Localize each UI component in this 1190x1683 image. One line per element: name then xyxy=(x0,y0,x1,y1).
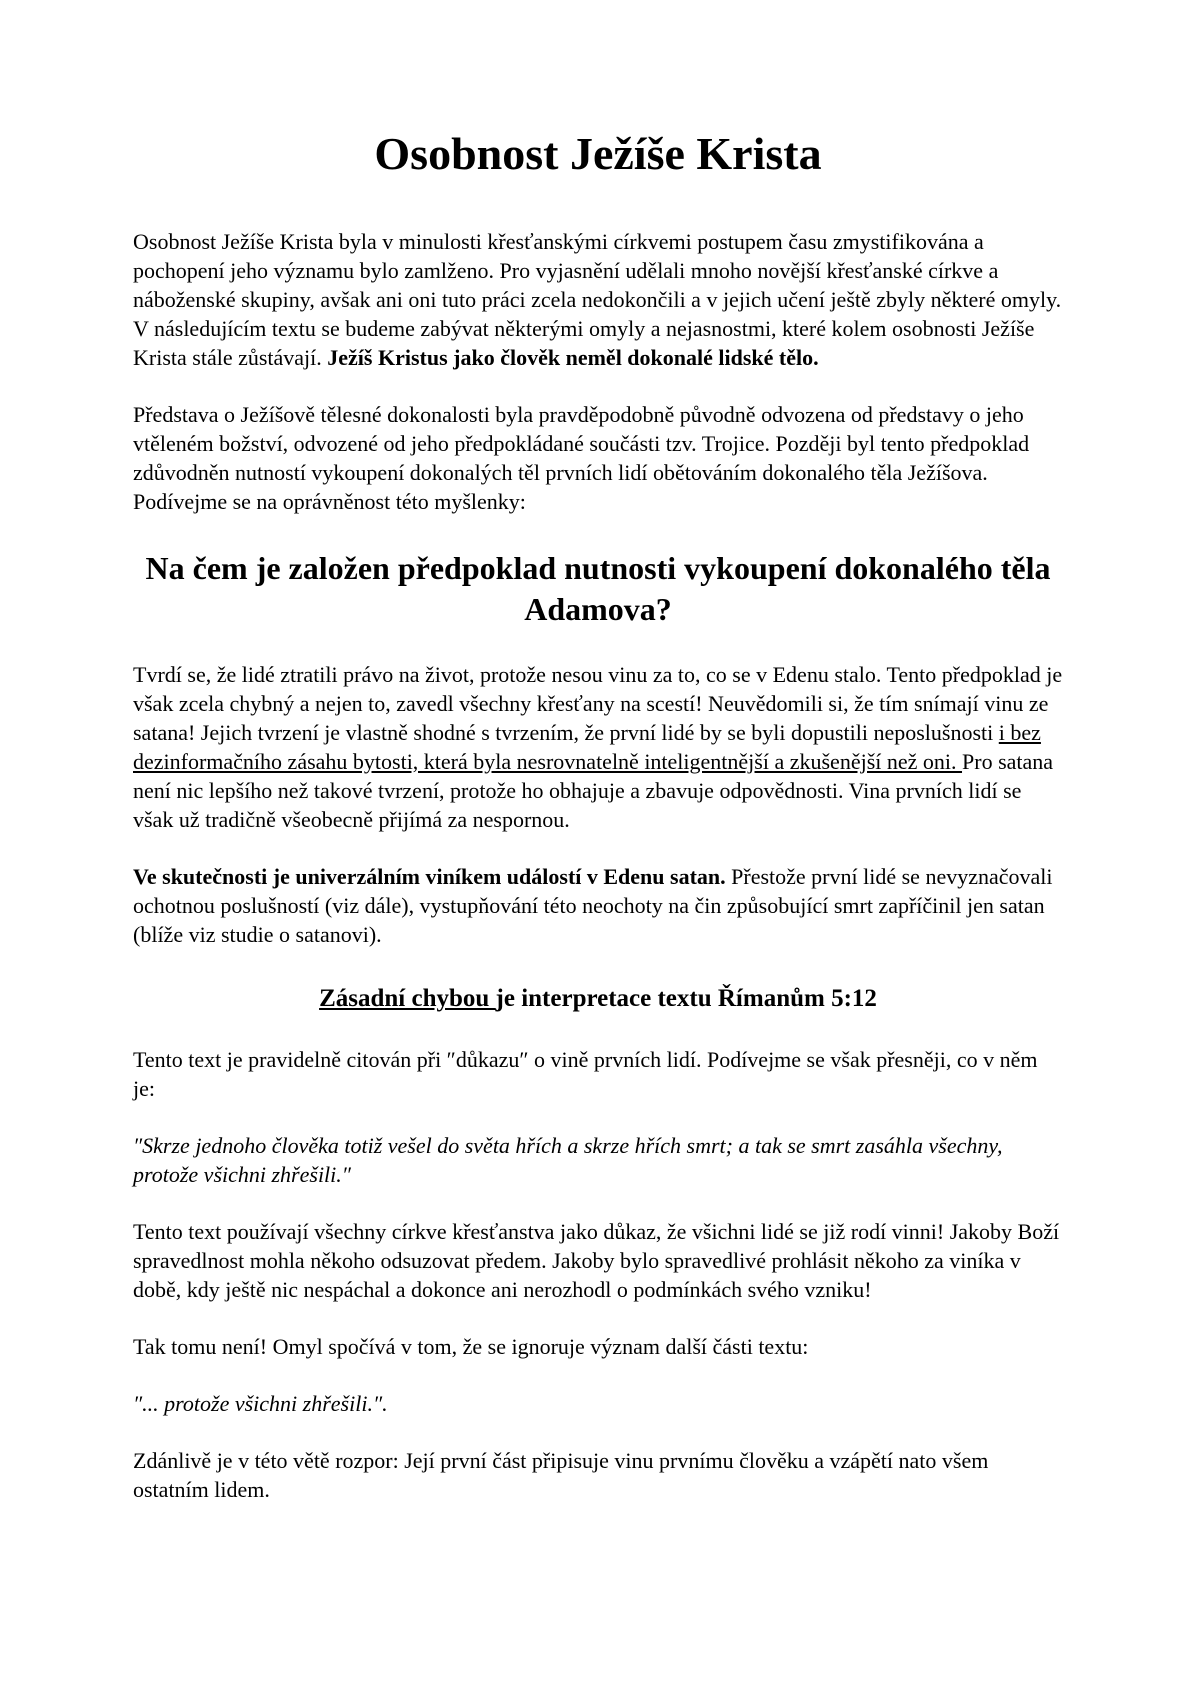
text-run: i bez dezinformačního zásahu bytosti, která byla nesrovnatelně inteligentnější a zkušenější než oni. xyxy=(133,719,1041,774)
quote-paragraph xyxy=(133,1389,1063,1418)
text-run: Tvrdí se, že lidé ztratili právo na život, protože nesou vinu za to, co se v Edenu stalo. Tento předpoklad je však zcela chybný a nejen to, zavedl všechny křesťany na scestí! Neuvědomili si, že tím snímají vinu ze satana! Jejich tvrzení je vlastně shodné s tvrzením, že první lidé by se byli dopustili neposlušnosti xyxy=(133,661,1063,745)
text-run: Tak tomu není! Omyl spočívá v tom, že se ignoruje význam další části textu: xyxy=(133,1333,809,1359)
paragraph xyxy=(133,1446,1063,1504)
text-run: Na čem je založen předpoklad nutnosti vykoupení dokonalého těla Adamova? xyxy=(145,549,1051,627)
text-run: Osobnost Ježíše Krista byla v minulosti křesťanskými církvemi postupem času zmystifikována a pochopení jeho významu bylo zamlženo. Pro vyjasnění udělali mnoho novější křesťanské církve a náboženské skupiny, avšak ani oni tuto práci zcela nedokončili a v jejich učení ještě zbyly některé omyly. V následujícím textu se budeme zabývat některými omyly a nejasnostmi, které kolem osobnosti Ježíše Krista stále zůstávají. xyxy=(133,228,1062,370)
text-run: Pro satana není nic lepšího než takové tvrzení, protože ho obhajuje a zbavuje odpovědnosti. Vina prvních lidí se však už tradičně všeobecně přijímá za nespornou. xyxy=(133,748,1054,832)
document-body xyxy=(133,128,1063,1504)
paragraph xyxy=(133,1045,1063,1103)
paragraph xyxy=(133,1217,1063,1304)
text-run: Ve skutečnosti je univerzálním viníkem událostí v Edenu satan. xyxy=(133,863,726,889)
text-run: Zásadní chybou xyxy=(319,984,496,1012)
section-heading xyxy=(133,548,1063,630)
document-title xyxy=(133,128,1063,181)
paragraph xyxy=(133,1332,1063,1361)
text-run: ″Skrze jednoho člověka totiž vešel do světa hřích a skrze hřích smrt; a tak se smrt zasáhla všechny, protože všichni zhřešili.″ xyxy=(133,1132,1003,1187)
text-run: Přestože první lidé se nevyznačovali ochotnou poslušností (viz dále), vystupňování této neochoty na čin způsobující smrt zapříčinil jen satan (blíže viz studie o satanovi). xyxy=(133,863,1053,947)
text-run: Tento text je pravidelně citován při ″důkazu″ o vině prvních lidí. Podívejme se však přesněji, co v něm je: xyxy=(133,1046,1038,1101)
text-run: Představa o Ježíšově tělesné dokonalosti byla pravděpodobně původně odvozena od představy o jeho vtěleném božství, odvozené od jeho předpokládané součásti tzv. Trojice. Později byl tento předpoklad zdůvodněn nutností vykoupení dokonalých těl prvních lidí obětováním dokonalého těla Ježíšova. Podívejme se na oprávněnost této myšlenky: xyxy=(133,401,1030,514)
text-run: Tento text používají všechny církve křesťanstva jako důkaz, že všichni lidé se již rodí vinni! Jakoby Boží spravedlnost mohla někoho odsuzovat předem. Jakoby bylo spravedlivé prohlásit někoho za viníka v době, kdy ještě nic nespáchal a dokonce ani nerozhodl o podmínkách svého vzniku! xyxy=(133,1218,1060,1302)
paragraph xyxy=(133,660,1063,834)
text-run: ″... protože všichni zhřešili.″. xyxy=(133,1390,388,1416)
text-run: Osobnost Ježíše Krista xyxy=(374,128,822,179)
text-run: Zdánlivě je v této větě rozpor: Její první část připisuje vinu prvnímu člověku a vzápětí nato všem ostatním lidem. xyxy=(133,1447,989,1502)
subsection-heading xyxy=(133,983,1063,1015)
paragraph xyxy=(133,400,1063,516)
quote-paragraph xyxy=(133,1131,1063,1189)
paragraph xyxy=(133,862,1063,949)
text-run: Ježíš Kristus jako člověk neměl dokonalé lidské tělo. xyxy=(327,344,819,370)
paragraph xyxy=(133,227,1063,372)
text-run: je interpretace textu Římanům 5:12 xyxy=(495,984,877,1012)
